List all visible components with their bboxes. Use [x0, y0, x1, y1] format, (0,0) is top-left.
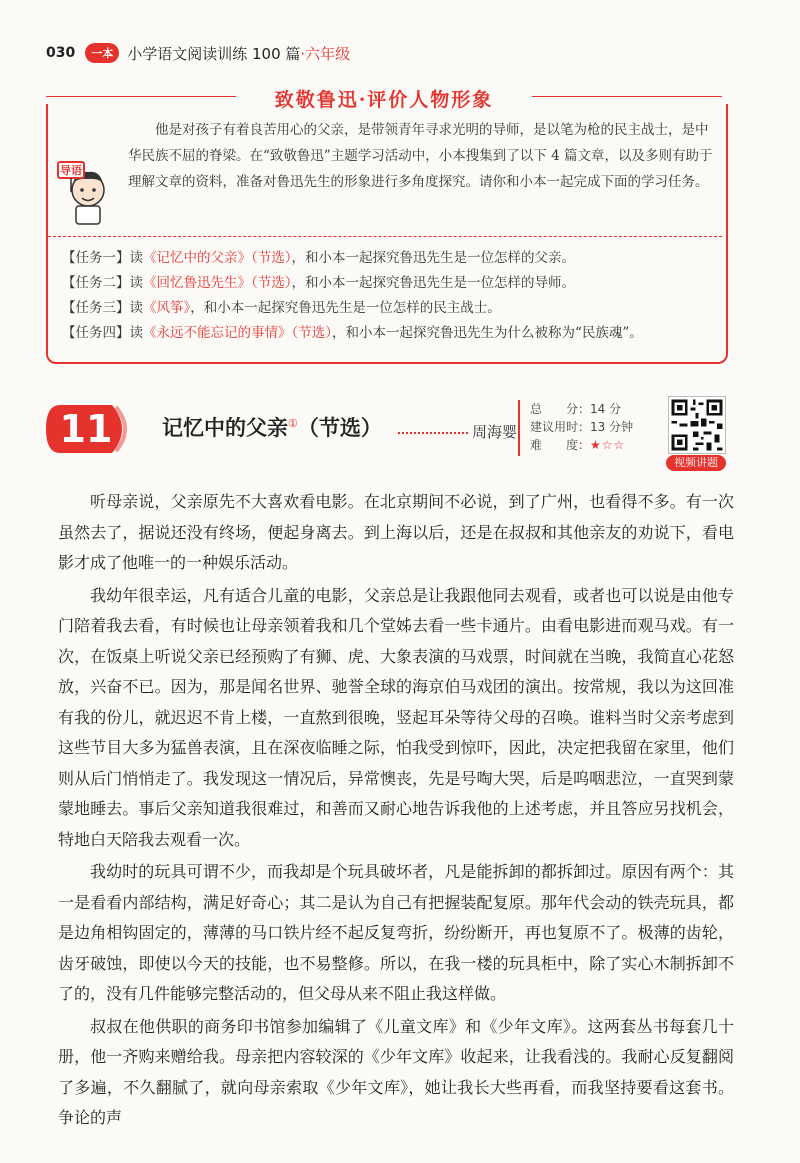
article-meta: [518, 400, 658, 454]
guide-label: 导语: [60, 164, 82, 177]
task-book: 《记忆中的父亲》（节选）: [143, 250, 292, 266]
task-item-4: [62, 321, 712, 346]
intro-divider: [48, 236, 722, 237]
article-number-badge: [46, 401, 136, 457]
page-number: 030: [46, 45, 76, 61]
grade-label: ·六年级: [300, 44, 351, 63]
banner-rule-right: [532, 96, 722, 97]
task-text: ，和小本一起探究鲁迅先生是一位怎样的父亲。: [291, 250, 575, 266]
task-item-1: [62, 246, 712, 271]
article-title-text: 记忆中的父亲: [162, 415, 288, 440]
article-title: [162, 412, 382, 442]
difficulty-label: 难 度：: [530, 438, 591, 452]
task-list: [62, 246, 712, 346]
article-author: 周海婴: [472, 423, 518, 441]
task-item-3: [62, 296, 712, 321]
paragraph: 我幼年很幸运，凡有适合儿童的电影，父亲总是让我跟他同去观看，或者也可以说是由他专门陪着我去看，有时候也让母亲领着我和几个堂姊去看一些卡通片。由看电影进而观马戏。有一次，在饭桌上听说父亲已经预购了有狮、虎、大象表演的马戏票，时间就在当晚，我简直心花怒放，兴奋不已。因为，那是闻名世界、驰誉全球的海京伯马戏团的演出。按常规，我以为这回准有我的份儿，就迟迟不肯上楼，一直熬到很晚，竖起耳朵等待父母的召唤。谁料当时父亲考虑到这些节目大多为猛兽表演，且在深夜临睡之际，怕我受到惊吓，因此，决定把我留在家里，他们则从后门悄悄走了。我发现这一情况后，异常懊丧，先是号啕大哭，后是呜咽悲泣，一直哭到蒙蒙地睡去。事后父亲知道我很难过，和善而又耐心地告诉我他的上述考虑，并且答应另找机会，特地白天陪我去观看一次。: [58, 585, 734, 849]
suggested-time: 建议用时：13 分钟: [530, 420, 634, 434]
article-number: 11: [59, 407, 113, 451]
qr-code-icon[interactable]: [668, 396, 726, 454]
task-text: ，和小本一起探究鲁迅先生为什么被称为“民族魂”。: [332, 325, 643, 341]
series-title: 小学语文阅读训练 100 篇: [127, 44, 301, 63]
total-score: 总 分：14 分: [530, 402, 622, 416]
task-item-2: [62, 271, 712, 296]
paragraph: 我幼时的玩具可谓不少，而我却是个玩具破坏者，凡是能拆卸的都拆卸过。原因有两个：其一是看看内部结构，满足好奇心；其二是认为自己有把握装配复原。那年代会动的铁壳玩具，都是边角相钩固定的，薄薄的马口铁片经不起反复弯折，纷纷断开，再也复原不了。极薄的齿轮，齿牙破蚀，即使以今天的技能，也不易整修。所以，在我一楼的玩具柜中，除了实心木制拆卸不了的，没有几件能够完整活动的，但父母从来不阻止我这样做。: [58, 862, 734, 1003]
paragraph: 听母亲说，父亲原先不大喜欢看电影。在北京期间不必说，到了广州，也看得不多。有一次虽然去了，据说还没有终场，便起身离去。到上海以后，还是在叔叔和其他亲友的劝说下，看电影才成了他唯一的一种娱乐活动。: [58, 492, 734, 572]
difficulty: [518, 436, 658, 454]
paragraph: 叔叔在他供职的商务印书馆参加编辑了《儿童文库》和《少年文库》。这两套丛书每套几十册，他一齐购来赠给我。母亲把内容较深的《少年文库》收起来，让我看浅的。我耐心反复翻阅了多遍，不久翻腻了，就向母亲索取《少年文库》，她让我长大些再看，而我坚持要看这套书。争论的声: [58, 1016, 734, 1127]
brand-logo: 一本: [85, 43, 119, 63]
article-body: [58, 487, 734, 1136]
guide-character-icon: [56, 148, 112, 228]
meta-bar: [518, 400, 520, 456]
intro-text: [128, 117, 718, 195]
page-header: [46, 42, 350, 64]
difficulty-stars: ★☆☆: [590, 438, 626, 452]
task-tag: 【任务一】读: [62, 250, 143, 266]
task-book: 《回忆鲁迅先生》（节选）: [143, 275, 292, 291]
banner-title: 致敬鲁迅·评价人物形象: [274, 89, 494, 111]
task-tag: 【任务二】读: [62, 275, 143, 291]
task-text: ，和小本一起探究鲁迅先生是一位怎样的民主战士。: [190, 300, 501, 316]
task-book: 《风筝》: [143, 300, 191, 316]
task-text: ，和小本一起探究鲁迅先生是一位怎样的导师。: [291, 275, 575, 291]
title-dotted-leader: [398, 432, 468, 434]
task-tag: 【任务四】读: [62, 325, 143, 341]
task-tag: 【任务三】读: [62, 300, 143, 316]
footnote-marker: ①: [288, 417, 298, 430]
video-lesson-label[interactable]: 视频讲题: [666, 455, 726, 471]
intro-paragraph: 他是对孩子有着良苦用心的父亲，是带领青年寻求光明的导师，是以笔为枪的民主战士，是中华民族不屈的脊梁。在“致敬鲁迅”主题学习活动中，小本搜集到了以下 4 篇文章，以及多则有助于理解文章的资料，准备对鲁迅先生的形象进行多角度探究。请你和小本一起完成下面的学习任务。: [128, 122, 713, 190]
task-book: 《永远不能忘记的事情》（节选）: [143, 325, 332, 341]
article-subtitle: （节选）: [297, 415, 382, 440]
